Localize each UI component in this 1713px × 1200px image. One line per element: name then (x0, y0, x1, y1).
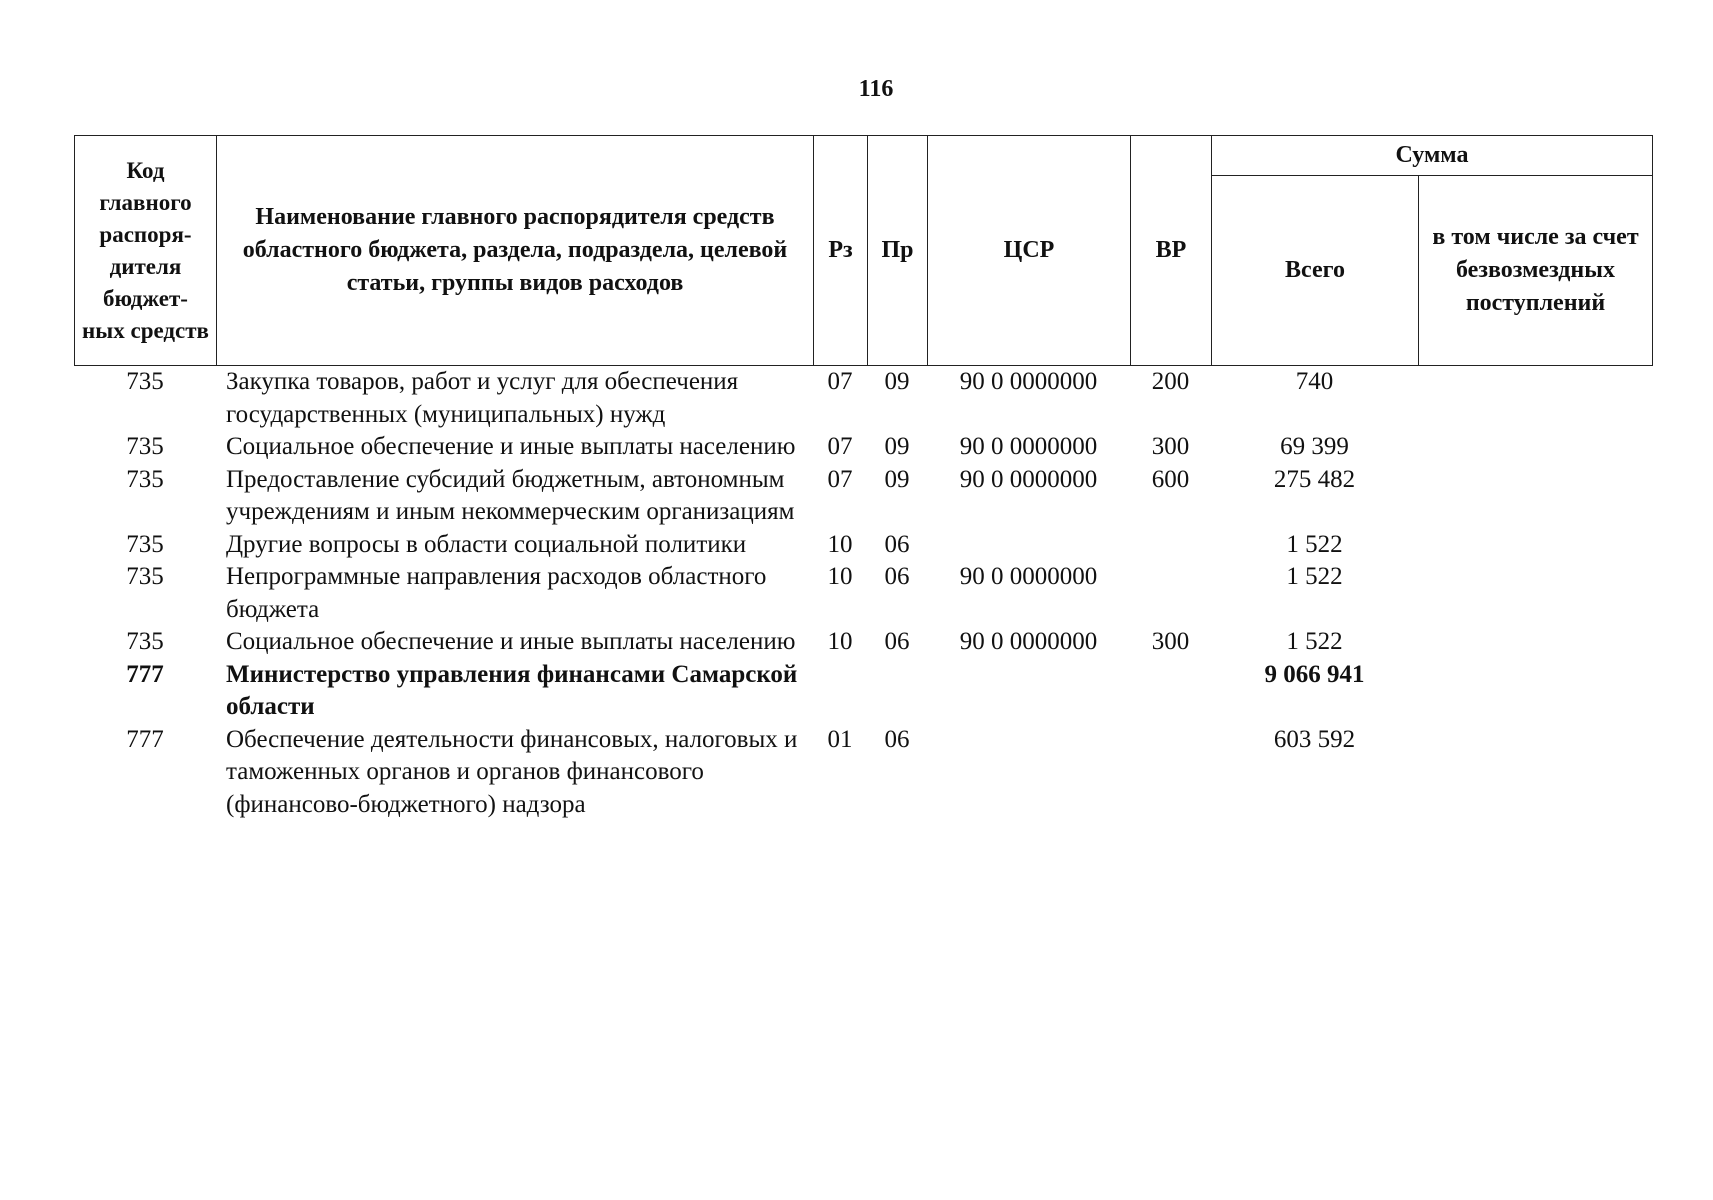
cell-vr (1130, 659, 1211, 724)
table-row (74, 529, 1652, 562)
cell-free (1418, 529, 1652, 562)
header-sum: Сумма (1212, 136, 1653, 176)
table-row (74, 464, 1652, 529)
cell-vr: 600 (1151, 465, 1190, 493)
cell-vr (1130, 724, 1211, 822)
cell-code: 777 (126, 725, 164, 753)
cell-rz: 10 (827, 563, 853, 590)
cell-pr: 09 (884, 433, 910, 460)
cell-rz (813, 659, 867, 724)
cell-rz: 07 (827, 368, 853, 395)
cell-name: Другие вопросы в области социальной политики (226, 530, 747, 558)
cell-pr: 09 (884, 465, 910, 493)
cell-pr: 06 (884, 530, 910, 558)
cell-rz: 07 (827, 433, 853, 460)
cell-free (1418, 724, 1652, 822)
cell-vr (1130, 529, 1211, 562)
header-vr: ВР (1131, 136, 1212, 366)
cell-total: 9 066 941 (1264, 660, 1365, 688)
header-code: Код главного распоря- дителя бюджет- ных средств (75, 136, 217, 366)
cell-pr: 06 (884, 563, 910, 590)
cell-free (1418, 431, 1652, 464)
table-row (74, 561, 1652, 626)
table-body (74, 366, 1652, 821)
cell-total: 1 522 (1286, 628, 1343, 655)
cell-code: 735 (126, 563, 164, 590)
cell-name: Социальное обеспечение и иные выплаты населению (226, 433, 796, 460)
cell-code: 735 (126, 628, 164, 655)
cell-csr: 90 0 0000000 (959, 465, 1098, 493)
cell-total: 603 592 (1273, 725, 1356, 753)
header-including: в том числе за счет безвозмездных поступлений (1419, 176, 1653, 366)
cell-vr: 200 (1151, 368, 1190, 395)
cell-csr (927, 724, 1130, 822)
cell-total: 1 522 (1286, 563, 1343, 590)
cell-name: Предоставление субсидий бюджетным, автономным учреждениям и иным некоммерческим организациям (226, 465, 795, 525)
header-total: Всего (1212, 176, 1419, 366)
cell-vr (1130, 561, 1211, 626)
table-header (74, 135, 1653, 366)
table-row (74, 431, 1652, 464)
cell-csr (927, 659, 1130, 724)
cell-pr: 06 (884, 628, 910, 655)
cell-total: 1 522 (1286, 530, 1343, 558)
cell-name: Обеспечение деятельности финансовых, налоговых и таможенных органов и органов финансового (финансово-бюджетного) надзора (226, 725, 798, 818)
cell-code: 735 (126, 433, 164, 460)
page-number: 116 (858, 76, 894, 102)
header-rz: Рз (814, 136, 868, 366)
cell-free (1418, 366, 1652, 431)
cell-rz: 07 (827, 465, 853, 493)
cell-name: Непрограммные направления расходов областного бюджета (226, 563, 767, 623)
table-row (74, 366, 1652, 431)
cell-total: 740 (1295, 368, 1334, 395)
cell-pr: 06 (884, 725, 910, 753)
cell-csr: 90 0 0000000 (959, 563, 1098, 590)
cell-name: Закупка товаров, работ и услуг для обеспечения государственных (муниципальных) нужд (226, 368, 739, 428)
table-row (74, 724, 1652, 822)
cell-rz: 10 (827, 530, 853, 558)
cell-csr (927, 529, 1130, 562)
cell-csr: 90 0 0000000 (959, 368, 1098, 395)
cell-free (1418, 626, 1652, 659)
cell-code: 735 (126, 465, 164, 493)
table-row (74, 626, 1652, 659)
cell-code: 735 (126, 530, 164, 558)
cell-vr: 300 (1151, 628, 1190, 655)
cell-csr: 90 0 0000000 (959, 433, 1098, 460)
cell-name: Социальное обеспечение и иные выплаты населению (226, 628, 796, 655)
cell-free (1418, 659, 1652, 724)
cell-rz: 01 (827, 725, 853, 753)
cell-pr: 09 (884, 368, 910, 395)
cell-total: 275 482 (1273, 465, 1356, 493)
header-pr: Пр (868, 136, 928, 366)
cell-total: 69 399 (1280, 433, 1349, 460)
cell-code: 735 (126, 368, 164, 395)
cell-free (1418, 561, 1652, 626)
cell-free (1418, 464, 1652, 529)
table-row (74, 659, 1652, 724)
cell-pr (867, 659, 927, 724)
cell-csr: 90 0 0000000 (959, 628, 1098, 655)
header-csr: ЦСР (928, 136, 1131, 366)
cell-code: 777 (126, 660, 164, 688)
cell-rz: 10 (827, 628, 853, 655)
header-name: Наименование главного распорядителя средств областного бюджета, раздела, подраздела, целевой статьи, группы видов расходов (217, 136, 814, 366)
cell-name: Министерство управления финансами Самарской области (226, 660, 798, 720)
cell-vr: 300 (1151, 433, 1190, 460)
